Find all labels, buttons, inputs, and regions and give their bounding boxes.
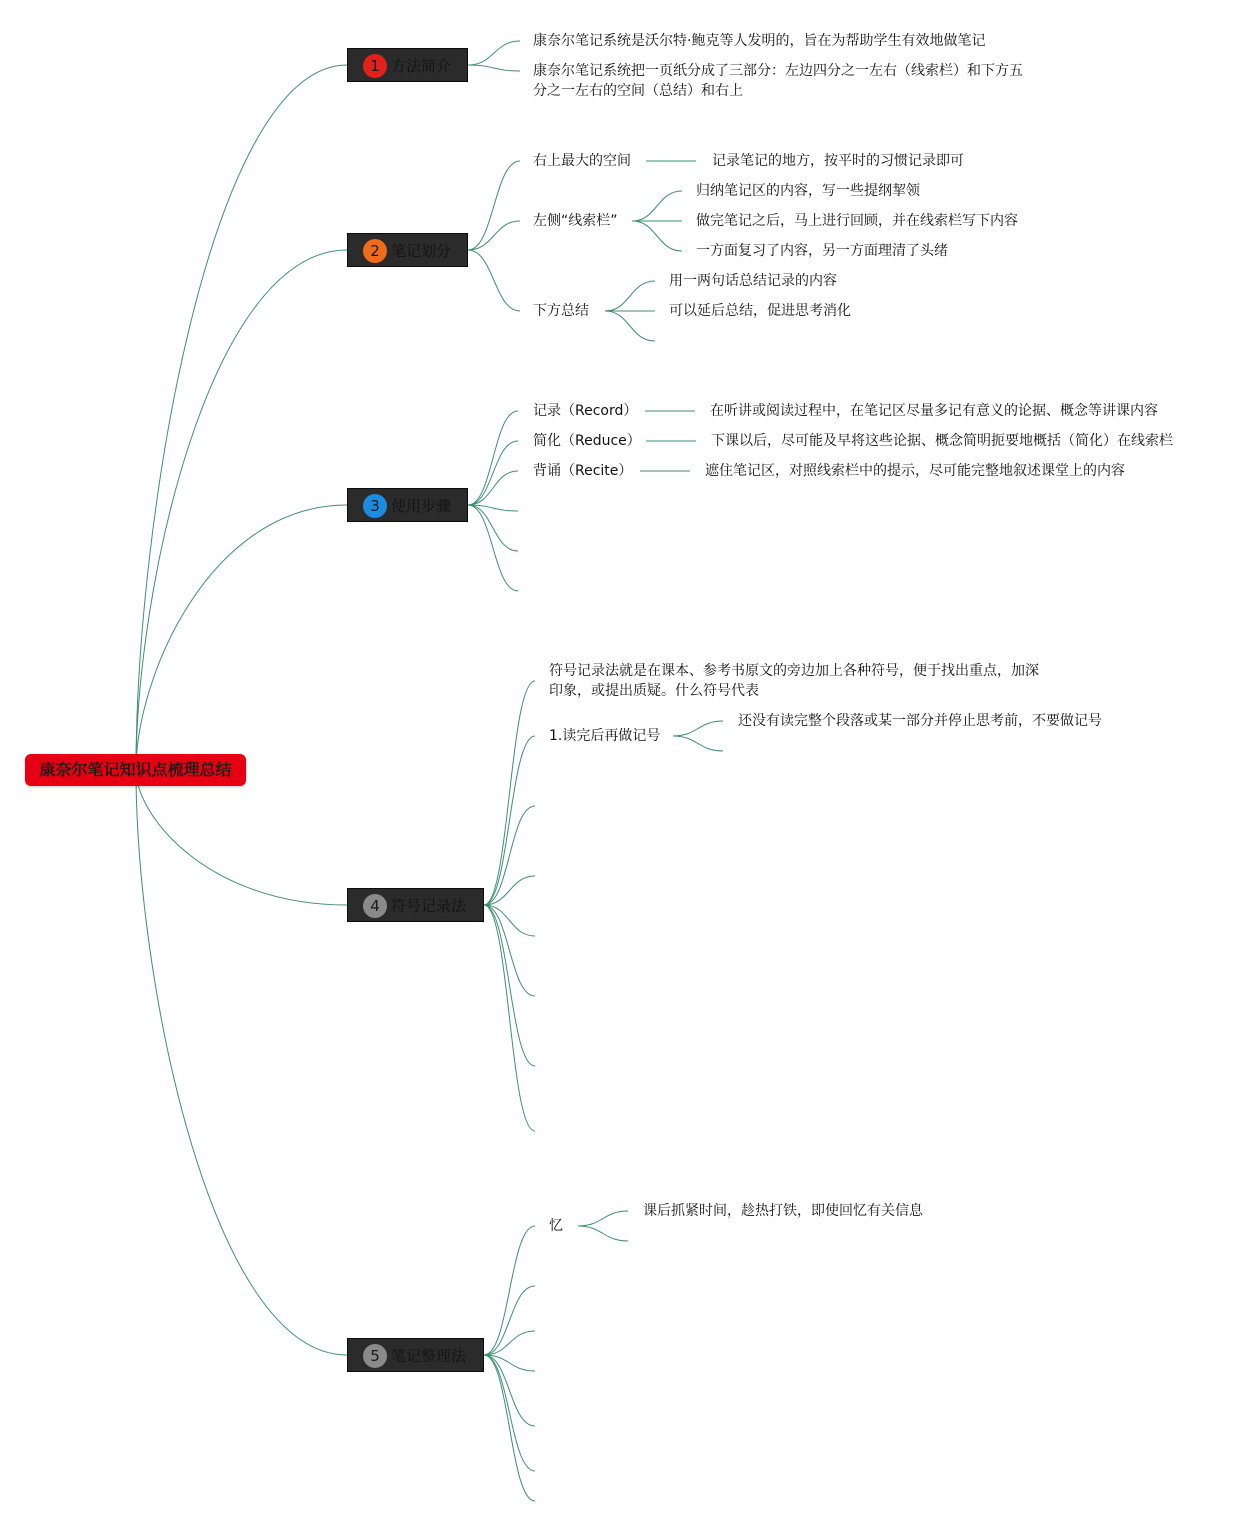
branch-usage-steps[interactable] (347, 488, 468, 522)
number-badge-icon: 4 (363, 894, 387, 918)
connector-curve (484, 681, 535, 905)
number-badge-icon: 1 (363, 54, 387, 78)
connector-curve (484, 1355, 535, 1471)
connector-curve (484, 1355, 535, 1426)
symbol-rule-1-detail[interactable]: 还没有读完整个段落或某一部分并停止思考前，不要做记号 (738, 713, 1102, 729)
branch-note-division[interactable] (347, 233, 468, 267)
connector-curve (484, 876, 535, 905)
symbol-intro-line-1[interactable]: 符号记录法就是在课本、参考书原文的旁边加上各种符号，便于找出重点，加深 (549, 663, 1039, 679)
organize-recall[interactable]: 忆 (549, 1218, 563, 1234)
connector-curve (578, 1211, 628, 1226)
connector-curve (484, 905, 535, 1131)
root-topic[interactable]: 康奈尔笔记知识点梳理总结 (25, 754, 246, 786)
branch-label: 笔记划分 (391, 242, 452, 260)
branch-organize-method[interactable] (347, 1338, 484, 1372)
connector-curve (468, 441, 518, 505)
branch-method-intro[interactable] (347, 48, 468, 82)
connector-curve (468, 411, 518, 505)
connector-curve (484, 736, 535, 905)
connector-curve (468, 221, 520, 250)
connector-curve (468, 161, 520, 250)
intro-item-1[interactable]: 康奈尔笔记系统是沃尔特·鲍克等人发明的，旨在为帮助学生有效地做笔记 (533, 33, 986, 49)
intro-item-2-line-2[interactable]: 分之一左右的空间（总结）和右上 (533, 83, 743, 99)
connector-curve (484, 1226, 535, 1355)
branch-label: 方法简介 (391, 57, 452, 75)
number-badge-icon: 2 (363, 239, 387, 263)
connector-curve (632, 221, 682, 251)
connector-curve (468, 65, 520, 71)
number-badge-icon: 3 (363, 494, 387, 518)
connector-curve (136, 505, 347, 770)
connector-curve (673, 736, 723, 751)
step-reduce-detail[interactable]: 下课以后，尽可能及早将这些论据、概念简明扼要地概括（简化）在线索栏 (711, 433, 1173, 449)
step-reduce[interactable]: 简化（Reduce） (533, 433, 641, 449)
connector-curve (468, 250, 520, 311)
connector-curve (578, 1226, 628, 1241)
division-bottom-summary[interactable]: 下方总结 (533, 303, 589, 319)
left-cue-detail-2[interactable]: 做完笔记之后，马上进行回顾，并在线索栏写下内容 (696, 213, 1018, 229)
connector-curve (468, 505, 518, 551)
step-record[interactable]: 记录（Record） (533, 403, 638, 419)
connector-curve (468, 505, 518, 591)
connector-curve (468, 41, 520, 65)
connector-curve (605, 311, 655, 341)
step-recite-detail[interactable]: 遮住笔记区，对照线索栏中的提示，尽可能完整地叙述课堂上的内容 (705, 463, 1125, 479)
division-left-cue[interactable]: 左侧“线索栏” (533, 213, 618, 229)
branch-symbol-method[interactable] (347, 888, 484, 922)
connector-curve (484, 1355, 535, 1501)
connector-curve (484, 1286, 535, 1355)
branch-label: 符号记录法 (391, 897, 467, 915)
connector-curve (673, 721, 723, 736)
bottom-summary-detail-2[interactable]: 可以延后总结，促进思考消化 (669, 303, 851, 319)
connector-curve (632, 191, 682, 221)
connector-curve (468, 471, 518, 505)
connector-curve (136, 65, 347, 770)
division-upper-right-detail[interactable]: 记录笔记的地方，按平时的习惯记录即可 (712, 153, 964, 169)
number-badge-icon: 5 (363, 1344, 387, 1368)
step-record-detail[interactable]: 在听讲或阅读过程中，在笔记区尽量多记有意义的论据、概念等讲课内容 (710, 403, 1158, 419)
symbol-rule-1[interactable]: 1.读完后再做记号 (549, 728, 661, 744)
left-cue-detail-1[interactable]: 归纳笔记区的内容，写一些提纲挈领 (696, 183, 920, 199)
organize-recall-detail[interactable]: 课后抓紧时间，趁热打铁，即使回忆有关信息 (643, 1203, 923, 1219)
symbol-intro-line-2[interactable]: 印象，或提出质疑。什么符号代表 (549, 683, 759, 699)
branch-label: 使用步骤 (391, 497, 452, 515)
connector-curve (136, 250, 347, 770)
left-cue-detail-3[interactable]: 一方面复习了内容，另一方面理清了头绪 (696, 243, 948, 259)
bottom-summary-detail-1[interactable]: 用一两句话总结记录的内容 (669, 273, 837, 289)
branch-label: 笔记整理法 (391, 1347, 467, 1365)
connector-curve (605, 281, 655, 311)
connector-curve (136, 770, 347, 905)
intro-item-2-line-1[interactable]: 康奈尔笔记系统把一页纸分成了三部分：左边四分之一左右（线索栏）和下方五 (533, 63, 1023, 79)
step-recite[interactable]: 背诵（Recite） (533, 463, 633, 479)
connector-curve (484, 905, 535, 936)
division-upper-right[interactable]: 右上最大的空间 (533, 153, 631, 169)
connector-curve (136, 770, 347, 1355)
connector-curve (484, 1331, 535, 1355)
connector-curve (484, 905, 535, 1066)
